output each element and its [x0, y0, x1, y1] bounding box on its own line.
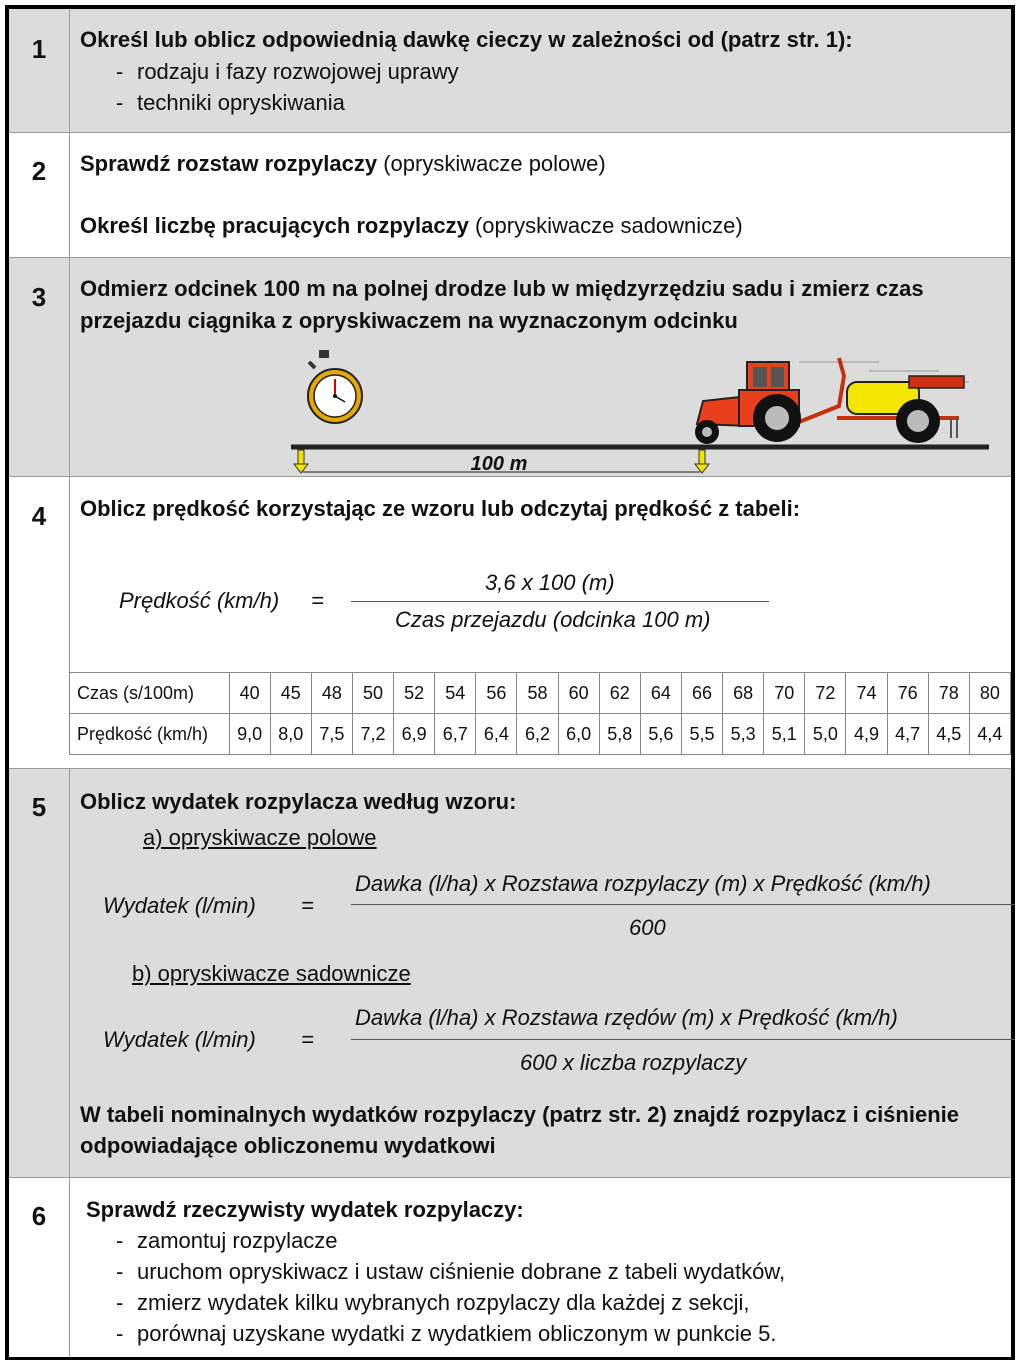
- step-5: [9, 768, 1011, 1178]
- table-cell: 4,5: [928, 714, 969, 755]
- table-cell: 4,9: [846, 714, 887, 755]
- table-row-label: Czas (s/100m): [70, 673, 230, 714]
- table-cell: 70: [764, 673, 805, 714]
- formula-numerator: Dawka (l/ha) x Rozstawa rzędów (m) x Prędkość (km/h): [355, 1005, 898, 1030]
- bullet-text: zamontuj rozpylacze: [137, 1228, 338, 1253]
- table-cell: 6,9: [394, 714, 435, 755]
- step-heading: Określ lub oblicz odpowiednią dawkę cieczy w zależności od (patrz str. 1):: [80, 27, 853, 52]
- table-cell: 6,4: [476, 714, 517, 755]
- table-row-label: Prędkość (km/h): [70, 714, 230, 755]
- table-cell: 72: [805, 673, 846, 714]
- table-cell: 5,3: [723, 714, 764, 755]
- step-heading: Oblicz prędkość korzystając ze wzoru lub odczytaj prędkość z tabeli:: [80, 496, 801, 521]
- table-cell: 80: [969, 673, 1010, 714]
- subheading-a: a) opryskiwacze polowe: [143, 825, 377, 850]
- table-row: [70, 673, 1011, 714]
- step-4: [9, 476, 1011, 769]
- table-cell: 6,2: [517, 714, 558, 755]
- step-3: [9, 257, 1011, 477]
- step-line: przejazdu ciągnika z opryskiwaczem na wyznaczonym odcinku: [80, 308, 738, 333]
- table-cell: 8,0: [270, 714, 311, 755]
- bullet-text: rodzaju i fazy rozwojowej uprawy: [137, 59, 459, 84]
- table-cell: 60: [558, 673, 599, 714]
- step-1: [9, 9, 1011, 132]
- table-cell: 5,1: [764, 714, 805, 755]
- bullet-text: zmierz wydatek kilku wybranych rozpylaczy dla każdej z sekcji,: [137, 1290, 750, 1315]
- step-number: 1: [31, 34, 47, 64]
- table-cell: 6,0: [558, 714, 599, 755]
- table-cell: 66: [681, 673, 722, 714]
- table-cell: 74: [846, 673, 887, 714]
- table-cell: 64: [640, 673, 681, 714]
- step-number: 3: [31, 282, 47, 312]
- step-note: odpowiadające obliczonemu wydatkowi: [80, 1133, 496, 1158]
- step-6: [9, 1177, 1011, 1357]
- table-cell: 50: [352, 673, 393, 714]
- formula-lhs: Wydatek (l/min): [103, 1027, 256, 1052]
- step-heading: Sprawdź rzeczywisty wydatek rozpylaczy:: [86, 1197, 524, 1222]
- table-cell: 62: [599, 673, 640, 714]
- step-number: 6: [31, 1201, 47, 1231]
- fraction-line: [351, 601, 769, 602]
- bullet-marker: -: [116, 1321, 124, 1346]
- step-2: [9, 132, 1011, 258]
- formula-equals: =: [301, 893, 314, 918]
- table-cell: 45: [270, 673, 311, 714]
- formula-lhs: Wydatek (l/min): [103, 893, 256, 918]
- fraction-line: [351, 1039, 1015, 1040]
- table-cell: 4,7: [887, 714, 928, 755]
- step-line: Określ liczbę pracujących rozpylaczy (opryskiwacze sadownicze): [80, 213, 743, 238]
- fraction-line: [351, 904, 1015, 905]
- marker-arrow-icon: [695, 450, 709, 473]
- tractor-sprayer-icon: [695, 358, 969, 444]
- bullet-marker: -: [116, 90, 124, 115]
- subheading-b: b) opryskiwacze sadownicze: [132, 961, 411, 986]
- distance-illustration: [279, 346, 999, 477]
- table-cell: 7,2: [352, 714, 393, 755]
- marker-arrow-icon: [294, 450, 308, 473]
- table-cell: 48: [311, 673, 352, 714]
- step-note: W tabeli nominalnych wydatków rozpylaczy (patrz str. 2) znajdź rozpylacz i ciśnienie: [80, 1102, 959, 1127]
- bullet-marker: -: [116, 59, 124, 84]
- table-cell: 5,8: [599, 714, 640, 755]
- table-cell: 68: [723, 673, 764, 714]
- step-line: Sprawdź rozstaw rozpylaczy (opryskiwacze polowe): [80, 151, 606, 176]
- instruction-sheet: [5, 5, 1015, 1360]
- table-cell: 76: [887, 673, 928, 714]
- step-line: Odmierz odcinek 100 m na polnej drodze lub w międzyrzędziu sadu i zmierz czas: [80, 276, 924, 301]
- step-number: 5: [31, 792, 47, 822]
- bullet-marker: -: [116, 1290, 124, 1315]
- formula-denominator: Czas przejazdu (odcinka 100 m): [395, 607, 711, 632]
- table-cell: 7,5: [311, 714, 352, 755]
- formula-equals: =: [301, 1027, 314, 1052]
- table-cell: 4,4: [969, 714, 1010, 755]
- bullet-marker: -: [116, 1228, 124, 1253]
- table-cell: 58: [517, 673, 558, 714]
- formula-equals: =: [311, 588, 324, 613]
- formula-numerator: Dawka (l/ha) x Rozstawa rozpylaczy (m) x Prędkość (km/h): [355, 871, 931, 896]
- table-cell: 5,5: [681, 714, 722, 755]
- table-row: [70, 714, 1011, 755]
- speed-table: [69, 672, 1011, 755]
- formula-lhs: Prędkość (km/h): [119, 588, 280, 613]
- step-number: 2: [31, 156, 47, 186]
- bullet-text: uruchom opryskiwacz i ustaw ciśnienie dobrane z tabeli wydatków,: [137, 1259, 786, 1284]
- distance-label: 100 m: [470, 453, 528, 475]
- table-cell: 5,6: [640, 714, 681, 755]
- table-cell: 9,0: [229, 714, 270, 755]
- bullet-text: techniki opryskiwania: [137, 90, 345, 115]
- table-cell: 54: [435, 673, 476, 714]
- step-number: 4: [31, 501, 47, 531]
- table-cell: 5,0: [805, 714, 846, 755]
- table-cell: 52: [394, 673, 435, 714]
- step-heading: Oblicz wydatek rozpylacza według wzoru:: [80, 789, 517, 814]
- bullet-marker: -: [116, 1259, 124, 1284]
- bullet-text: porównaj uzyskane wydatki z wydatkiem obliczonym w punkcie 5.: [137, 1321, 777, 1346]
- formula-denominator: 600: [629, 915, 666, 940]
- table-cell: 56: [476, 673, 517, 714]
- table-cell: 78: [928, 673, 969, 714]
- formula-denominator: 600 x liczba rozpylaczy: [520, 1050, 747, 1075]
- table-cell: 40: [229, 673, 270, 714]
- formula-numerator: 3,6 x 100 (m): [485, 570, 615, 595]
- stopwatch-icon: [308, 350, 362, 423]
- table-cell: 6,7: [435, 714, 476, 755]
